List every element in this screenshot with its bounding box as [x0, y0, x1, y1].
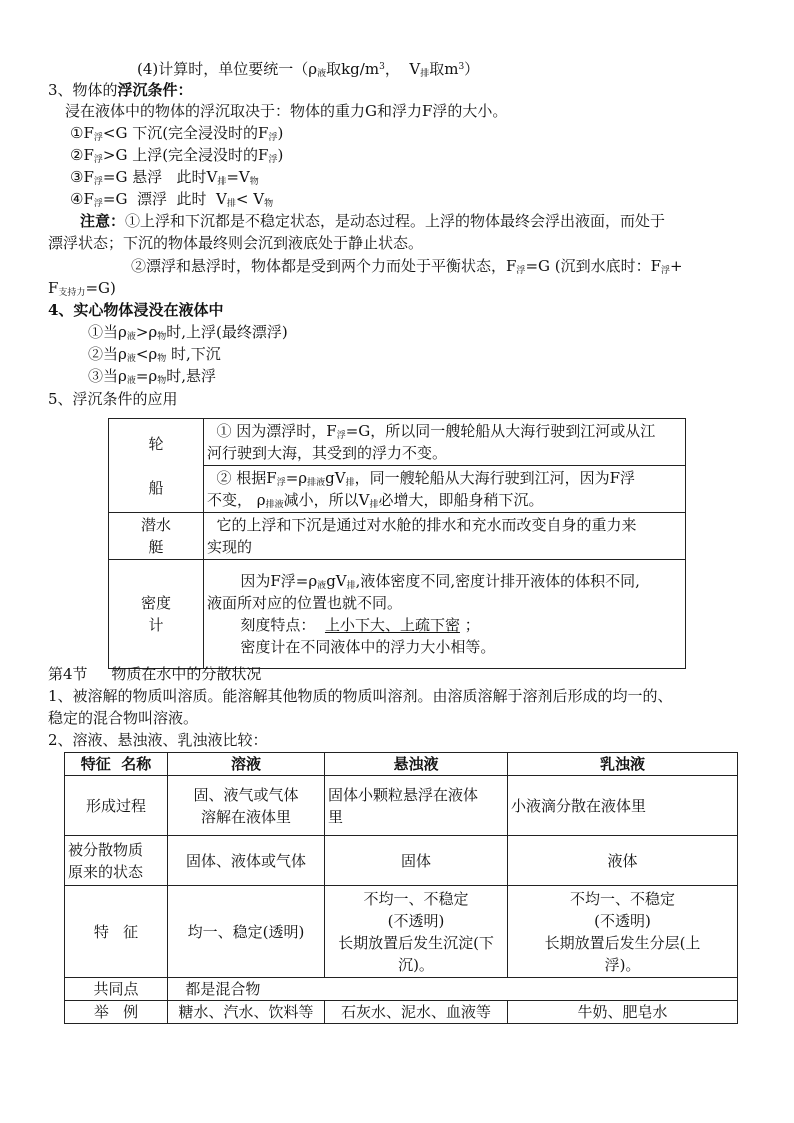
submarine-text: 它的上浮和下沉是通过对水舱的排水和充水而改变自身的重力来 实现的 — [204, 513, 686, 560]
cell: 牛奶、肥皂水 — [508, 1001, 738, 1024]
rule-2: ②当$\rho_液<\rho_物$ 时,下沉 — [88, 345, 221, 364]
cell: 石灰水、泥水、血液等 — [325, 1001, 508, 1024]
table-row — [65, 978, 738, 1001]
comparison-table — [64, 752, 738, 1024]
header-cell: 乳浊液 — [508, 753, 738, 776]
table-row — [65, 836, 738, 886]
ship-reason-1: ① 因为漂浮时，$F_浮=G$，所以同一艘轮船从大海行驶到江河或从江 河行驶到大海，其受到的浮力不变。 — [204, 419, 686, 466]
section4-title: 4、实心物体浸没在液体中 — [48, 301, 224, 319]
cell: 糖水、汽水、饮料等 — [168, 1001, 325, 1024]
condition-2: $②F_浮>G$ 上浮(完全浸没时的$F_浮$) — [70, 146, 284, 165]
cell: 均一、稳定(透明) — [168, 886, 325, 978]
section3-title: 3、物体的浮沉条件： — [48, 81, 193, 99]
row-label: 共同点 — [65, 978, 168, 1001]
cell: 不均一、不稳定 (不透明) 长期放置后发生沉淀(下 沉)。 — [325, 886, 508, 978]
cell: 小液滴分散在液体里 — [508, 776, 738, 836]
para-1b: 稳定的混合物叫溶液。 — [48, 709, 199, 727]
header-cell: 特征 名称 — [65, 753, 168, 776]
header-cell: 悬浊液 — [325, 753, 508, 776]
chapter-heading: 第4节 物质在水中的分散状况 — [48, 665, 262, 683]
note-line-4: $F_{支持力}=G$) — [48, 279, 116, 298]
row-label: 形成过程 — [65, 776, 168, 836]
condition-4: $④F_浮=G$ 漂浮 此时 $V_排< V_物$ — [70, 190, 274, 209]
cell: 液体 — [508, 836, 738, 886]
application-table — [108, 418, 686, 669]
note-line-3: ②漂浮和悬浮时，物体都是受到两个力而处于平衡状态，$F_浮=G$ (沉到水底时：$F_浮+$ — [131, 257, 683, 276]
cell: 固体 — [325, 836, 508, 886]
row-head-ship: 轮 船 — [109, 419, 204, 513]
row-label: 特 征 — [65, 886, 168, 978]
note-line-2: 漂浮状态；下沉的物体最终则会沉到液底处于静止状态。 — [48, 234, 424, 252]
hydrometer-text: 因为F浮$=\rho_液gV_排$,液体密度不同,密度计排开液体的体积不同, 液面所对应的位置也就不同。 刻度特点： 上小下大、上疏下密 ； 密度计在不同液体中的浮力大小相等。 — [204, 560, 686, 669]
condition-1: $①F_浮<G$ 下沉(完全浸没时的$F_浮$) — [70, 124, 284, 143]
condition-3: $③F_浮=G$ 悬浮 此时$V_排=V_物$ — [70, 168, 259, 187]
row-head-hydrometer: 密度 计 — [109, 560, 204, 669]
row-label: 举 例 — [65, 1001, 168, 1024]
table-row — [65, 753, 738, 776]
para-1a: 1、被溶解的物质叫溶质。能溶解其他物质的物质叫溶剂。由溶质溶解于溶剂后形成的均一的、 — [48, 687, 673, 705]
cell: 不均一、不稳定 (不透明) 长期放置后发生分层(上 浮)。 — [508, 886, 738, 978]
cell: 都是混合物 — [168, 978, 738, 1001]
cell: 固体、液体或气体 — [168, 836, 325, 886]
para-2: 2、溶液、悬浊液、乳浊液比较： — [48, 731, 268, 749]
row-label: 被分散物质 原来的状态 — [65, 836, 168, 886]
row-head-submarine: 潜水 艇 — [109, 513, 204, 560]
section3-intro: 浸在液体中的物体的浮沉取决于：物体的重力G和浮力F浮的大小。 — [65, 102, 508, 120]
header-cell: 溶液 — [168, 753, 325, 776]
rule-3: ③当$\rho_液=\rho_物$时,悬浮 — [88, 367, 217, 386]
rule-1: ①当$\rho_液>\rho_物$时,上浮(最终漂浮) — [88, 323, 288, 342]
section5-title: 5、浮沉条件的应用 — [48, 390, 178, 408]
cell: 固体小颗粒悬浮在液体 里 — [325, 776, 508, 836]
table-row — [65, 776, 738, 836]
note-line-1: 注意：①上浮和下沉都是不稳定状态，是动态过程。上浮的物体最终会浮出液面，而处于 — [80, 212, 666, 230]
table-row — [65, 1001, 738, 1024]
unit-line: (4)计算时，单位要统一（$\rho_液$取$kg/m^3$， $V_排$取$m^3$） — [137, 60, 480, 79]
table-row — [65, 886, 738, 978]
cell: 固、液气或气体 溶解在液体里 — [168, 776, 325, 836]
ship-reason-2: ② 根据$F_浮=\rho_{排液}gV_排$，同一艘轮船从大海行驶到江河，因为F浮 不变， $\rho_{排液}$减小，所以$V_排$必增大，即船身稍下沉。 — [204, 466, 686, 513]
